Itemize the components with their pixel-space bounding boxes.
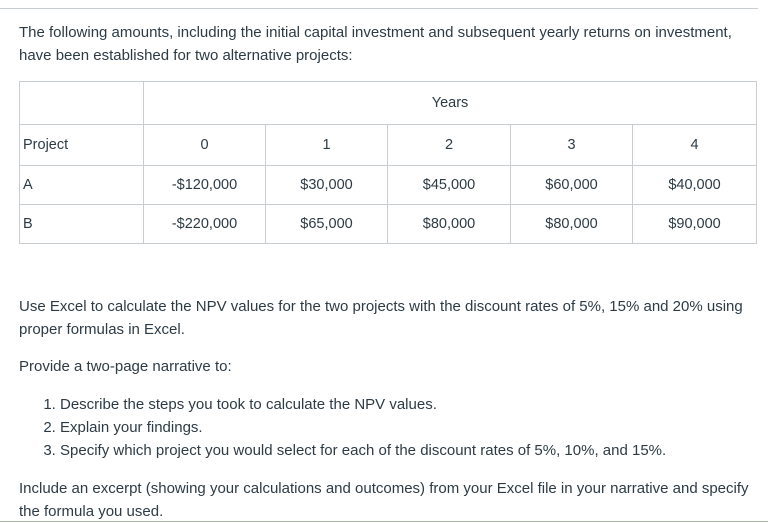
year-header: 3 xyxy=(511,125,633,166)
project-name-cell: A xyxy=(20,166,144,205)
narrative-lead-paragraph: Provide a two-page narrative to: xyxy=(19,358,232,375)
year-header: 4 xyxy=(633,125,757,166)
table-row xyxy=(20,205,757,244)
project-header: Project xyxy=(20,125,144,166)
intro-paragraph: The following amounts, including the initial capital investment and subsequent yearly returns on investment, have been established for two alternative projects: xyxy=(19,24,732,64)
top-divider xyxy=(0,8,758,9)
project-amounts-table xyxy=(19,81,757,244)
table-corner-cell xyxy=(20,82,144,125)
bottom-divider xyxy=(0,521,768,522)
table-years-row xyxy=(20,82,757,125)
excel-task-paragraph: Use Excel to calculate the NPV values for the two projects with the discount rates of 5%, 15% and 20% using proper formulas in Excel. xyxy=(19,298,743,338)
year-header: 1 xyxy=(266,125,388,166)
amount-cell: $45,000 xyxy=(388,166,511,205)
years-header: Years xyxy=(144,82,757,125)
amount-cell: $30,000 xyxy=(266,166,388,205)
amount-cell: $40,000 xyxy=(633,166,757,205)
amount-cell: $60,000 xyxy=(511,166,633,205)
list-item: 3. Specify which project you would select for each of the discount rates of 5%, 10%, and 15%. xyxy=(60,439,666,462)
list-item: 1. Describe the steps you took to calculate the NPV values. xyxy=(60,393,666,416)
amount-cell: $80,000 xyxy=(511,205,633,244)
amount-cell: $80,000 xyxy=(388,205,511,244)
project-name-cell: B xyxy=(20,205,144,244)
table-row xyxy=(20,166,757,205)
excerpt-task-paragraph: Include an excerpt (showing your calculations and outcomes) from your Excel file in your narrative and specify the formula you used. xyxy=(19,480,749,520)
year-header: 0 xyxy=(144,125,266,166)
list-item: 2. Explain your findings. xyxy=(60,416,666,439)
amount-cell: -$120,000 xyxy=(144,166,266,205)
amount-cell: -$220,000 xyxy=(144,205,266,244)
amount-cell: $90,000 xyxy=(633,205,757,244)
steps-list xyxy=(40,393,666,462)
table-header-row xyxy=(20,125,757,166)
year-header: 2 xyxy=(388,125,511,166)
amount-cell: $65,000 xyxy=(266,205,388,244)
